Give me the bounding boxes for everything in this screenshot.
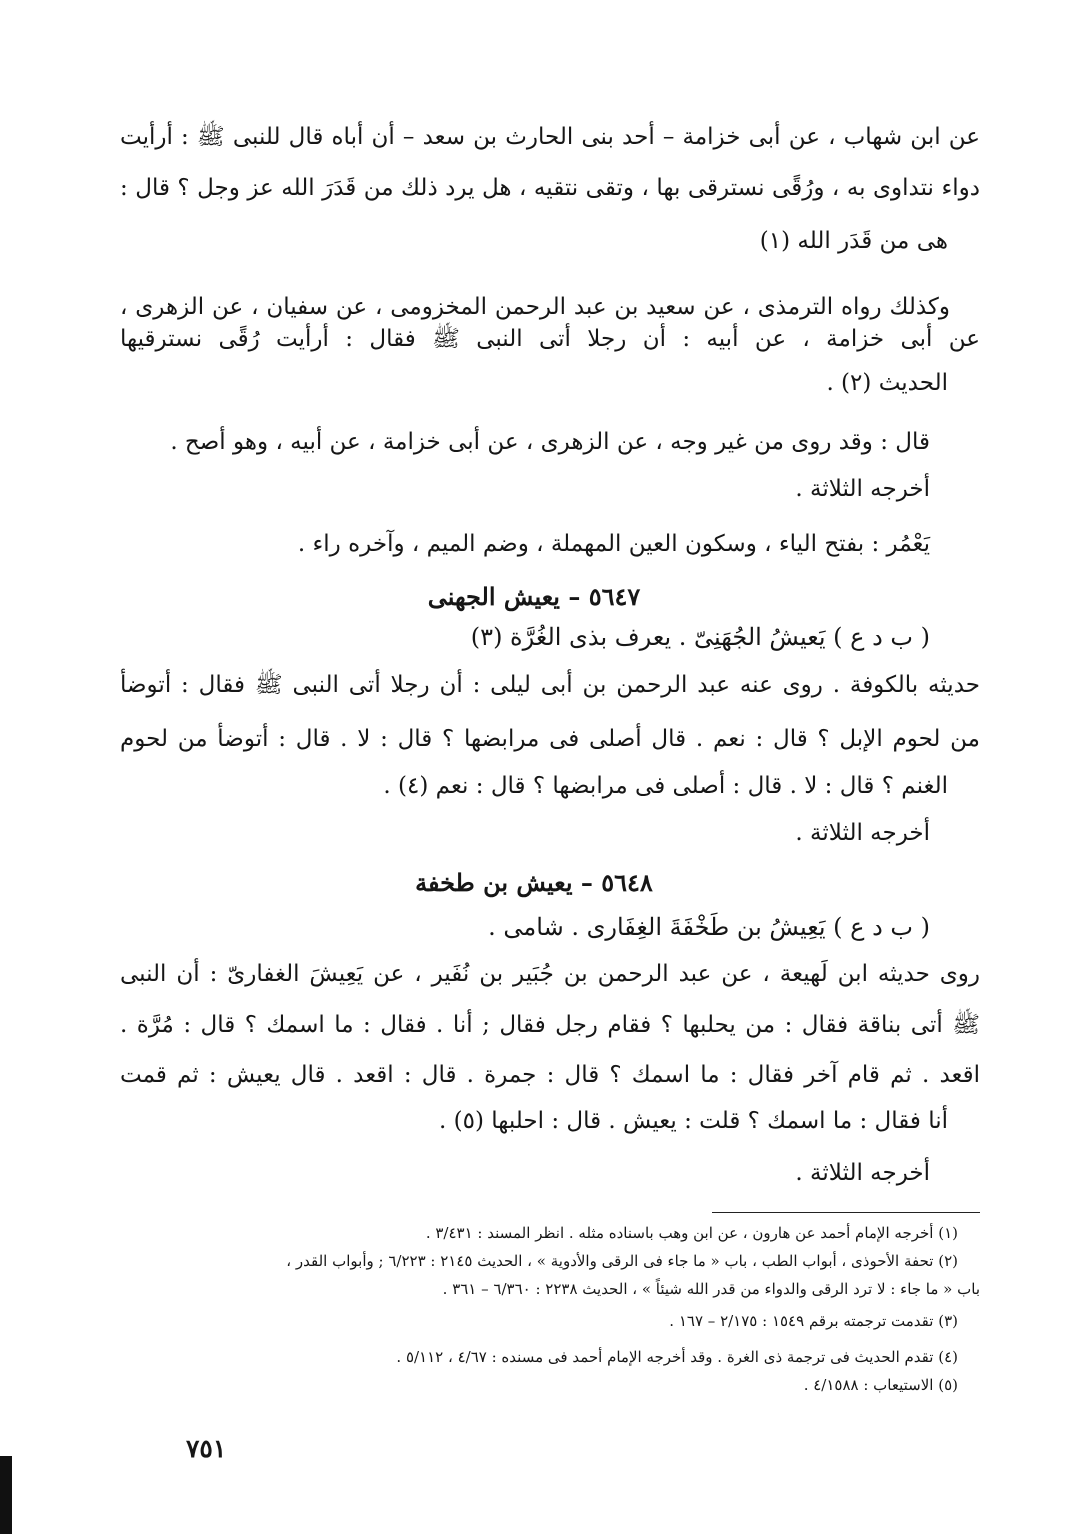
text-line: عن أبى خزامة ، عن أبيه : أن رجلا أتى النبى ﷺ فقال : أرأيت رُقًى نسترقيها [120,326,980,352]
text-line: أنا فقال : ما اسمك ؟ قلت : يعيش . قال : احلبها (٥) . [438,1108,948,1134]
text-line: روى حديثه ابن لَهيعة ، عن عبد الرحمن بن جُبَير بن نُفَير ، عن يَعِيشَ الغفارىّ : أن النبى [120,961,980,987]
text-line: حديثه بالكوفة . روى عنه عبد الرحمن بن أبى ليلى : أن رجلا أتى النبى ﷺ فقال : أتوضأ [120,672,980,698]
text-line: هى من قَدَر الله (١) [759,228,948,254]
text-line: عن ابن شهاب ، عن أبى خزامة – أحد بنى الحارث بن سعد – أن أباه قال للنبى ﷺ : أرأيت [120,124,980,150]
text-line: قال : وقد روى من غير وجه ، عن الزهرى ، عن أبى خزامة ، عن أبيه ، وهو أصح . [170,429,930,455]
entry-heading: ٥٦٤٨ – يعيش بن طخفة [415,868,653,897]
footnote: (١) أخرجه الإمام أحمد عن هارون ، عن ابن وهب باسناده مثله . انظر المسند : ٣/٤٣١ . [425,1224,958,1242]
text-line: الحديث (٢) . [826,370,948,396]
page-number: ٧٥١ [186,1434,227,1463]
text-line: من لحوم الإبل ؟ قال : نعم . قال أصلى فى مرابضها ؟ قال : لا . قال : أتوضأ من لحوم [120,726,980,752]
text-line: اقعد . ثم قام آخر فقال : ما اسمك ؟ قال : جمرة . قال : اقعد . قال يعيش : ثم قمت [120,1062,980,1088]
entry-footer: أخرجه الثلاثة . [795,1160,930,1186]
footnote-separator [712,1212,980,1213]
text-line: يَعْمُر : بفتح الياء ، وسكون العين المهملة ، وضم الميم ، وآخره راء . [297,531,930,557]
footnote: باب « ما جاء : لا ترد الرقى والدواء من قدر الله شيئاً » ، الحديث ٢٢٣٨ : ٦/٣٦٠ – ٣٦١ . [442,1280,980,1298]
text-line: الغنم ؟ قال : لا . قال : أصلى فى مرابضها ؟ قال : نعم (٤) . [383,773,948,799]
text-line: أخرجه الثلاثة . [795,476,930,502]
footnote: (٤) تقدم الحديث فى ترجمة ذى الغرة . وقد أخرجه الإمام أحمد فى مسنده : ٤/٦٧ ، ٥/١١٢ . [396,1348,958,1366]
footnote: (٢) تحفة الأحوذى ، أبواب الطب ، باب « ما جاء فى الرقى والأدوية » ، الحديث ٢١٤٥ : ٦/٢٢٣ ; وأبواب القدر ، [286,1252,958,1270]
entry-footer: أخرجه الثلاثة . [795,820,930,846]
text-line: ﷺ أتى بناقة فقال : من يحلبها ؟ فقام رجل فقال ; أنا . فقال : ما اسمك ؟ قال : مُرَّة . [120,1012,980,1038]
entry-intro: ( ب د ع ) يَعِيشُ بن طَخْفَةَ الغِفَارى . شامى . [488,913,930,941]
text-line: دواء نتداوى به ، ورُقًى نسترقى بها ، وتقى نتقيه ، هل يرد ذلك من قَدَرَ الله عز وجل ؟ قال : [120,175,980,201]
entry-intro: ( ب د ع ) يَعيشُ الجُهَنِىّ . يعرف بذى الغُرَّة (٣) [470,623,930,651]
scan-edge-mark [0,1456,12,1534]
text-line: وكذلك رواه الترمذى ، عن سعيد بن عبد الرحمن المخزومى ، عن سفيان ، عن الزهرى ، [120,294,950,320]
entry-heading: ٥٦٤٧ – يعيش الجهنى [427,582,641,611]
footnote: (٣) تقدمت ترجمته برقم ١٥٤٩ : ٢/١٧٥ – ١٦٧ . [669,1312,958,1330]
footnote: (٥) الاستيعاب : ٤/١٥٨٨ . [803,1376,958,1394]
